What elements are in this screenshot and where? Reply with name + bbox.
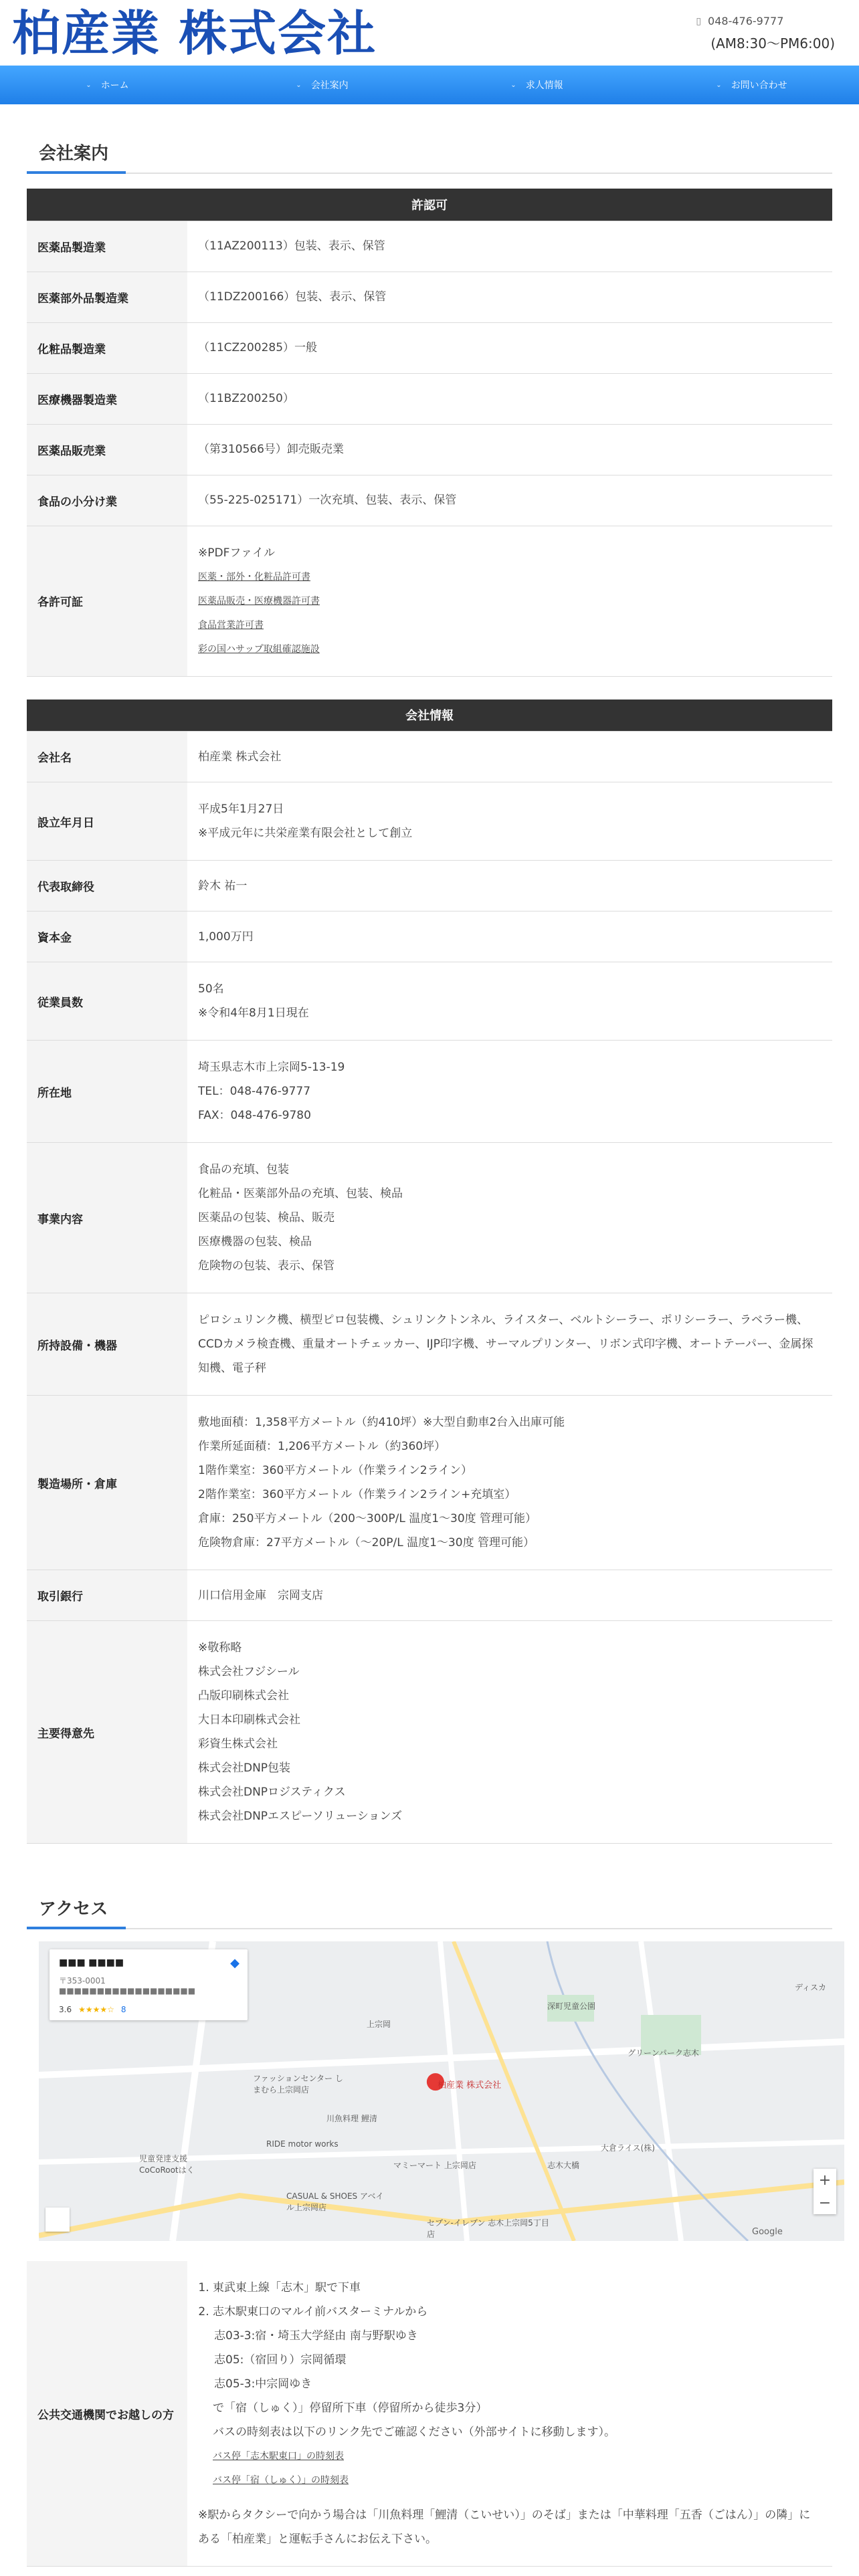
company-info-header: 会社情報 bbox=[27, 700, 832, 732]
pdf-note: ※PDFファイル bbox=[198, 546, 276, 560]
google-logo: Google bbox=[752, 2227, 783, 2237]
nav-label: ホーム bbox=[100, 80, 129, 91]
table-row bbox=[27, 962, 832, 1041]
line: 凸版印刷株式会社 bbox=[198, 1689, 289, 1703]
row-value: 柏産業 株式会社 bbox=[187, 732, 832, 782]
place-rating bbox=[59, 2005, 238, 2014]
line: 化粧品・医薬部外品の充填、包装、検品 bbox=[198, 1187, 403, 1200]
line: 埼玉県志木市上宗岡5-13-19 bbox=[198, 1061, 345, 1074]
map-label: 深町児童公園 bbox=[547, 2002, 596, 2011]
zoom-out-icon[interactable]: − bbox=[818, 2194, 832, 2212]
header-hours: (AM8:30〜PM6:00) bbox=[710, 35, 835, 51]
row-label: 医薬品販売業 bbox=[27, 424, 187, 475]
row-label: 医療機器製造業 bbox=[27, 373, 187, 424]
bus-timetable-link[interactable]: バス停「志木駅東口」の時刻表 bbox=[213, 2451, 344, 2462]
line: 倉庫：250平方メートル（200〜300P/L 温度1〜30度 管理可能） bbox=[198, 1512, 537, 1525]
row-label: 事業内容 bbox=[27, 1143, 187, 1293]
nav-label: お問い合わせ bbox=[731, 80, 787, 91]
zoom-in-icon[interactable]: + bbox=[818, 2171, 832, 2189]
place-name: ■■■ ■■■■ bbox=[59, 1957, 124, 1968]
row-value bbox=[187, 1143, 832, 1293]
line: 平成5年1月27日 bbox=[198, 802, 284, 816]
row-label: 設立年月日 bbox=[27, 782, 187, 861]
map-layer-toggle[interactable] bbox=[45, 2208, 70, 2232]
title-underline bbox=[27, 1927, 126, 1929]
access-sub: バスの時刻表は以下のリンク先でご確認ください（外部サイトに移動します）。 bbox=[213, 2426, 615, 2439]
permits-table bbox=[27, 189, 832, 677]
permits-table-header: 許認可 bbox=[27, 189, 832, 221]
rating-value: 3.6 bbox=[59, 2005, 72, 2014]
row-value bbox=[187, 782, 832, 861]
map-label: 志木大橋 bbox=[547, 2161, 580, 2170]
table-row bbox=[27, 2261, 832, 2567]
line: FAX：048-476-9780 bbox=[198, 1109, 311, 1122]
pdf-link-food[interactable]: 食品営業許可書 bbox=[198, 619, 264, 631]
line: 大日本印刷株式会社 bbox=[198, 1713, 300, 1727]
row-label: 所持設備・機器 bbox=[27, 1293, 187, 1396]
line: 株式会社DNPロジスティクス bbox=[198, 1786, 346, 1799]
line: 株式会社DNPエスピーソリューションズ bbox=[198, 1810, 402, 1823]
place-address: 〒353-0001 ■■■■■■■■■■■■■■■■■■ bbox=[59, 1976, 196, 1996]
map-label: ファッションセンター しまむら上宗岡店 bbox=[253, 2074, 343, 2095]
table-row bbox=[27, 475, 832, 526]
directions-icon[interactable]: ◆ bbox=[230, 1956, 240, 1970]
map-zoom-controls bbox=[814, 2169, 836, 2214]
row-value: （11CZ200285）一般 bbox=[187, 322, 832, 373]
table-row bbox=[27, 782, 832, 861]
row-label: 化粧品製造業 bbox=[27, 322, 187, 373]
access-step: 1. 東武東上線「志木」駅で下車 bbox=[213, 2276, 822, 2300]
row-label: 取引銀行 bbox=[27, 1570, 187, 1621]
line: ※敬称略 bbox=[198, 1641, 242, 1654]
table-row bbox=[27, 1143, 832, 1293]
header-phone[interactable] bbox=[696, 15, 835, 27]
taxi-note: ※駅からタクシーで向かう場合は「川魚料理「鯉清（こいせい）」のそば」または「中華料理「五香（ごはん）」の隣」にある「柏産業」と運転手さんにお伝え下さい。 bbox=[198, 2508, 811, 2546]
site-logo[interactable]: 柏産業 株式会社 bbox=[12, 5, 377, 62]
table-row bbox=[27, 732, 832, 782]
rating-stars: ★★★★☆ bbox=[78, 2005, 114, 2014]
row-value bbox=[187, 1396, 832, 1570]
nav-item-home[interactable] bbox=[0, 66, 215, 104]
access-table bbox=[27, 2261, 832, 2567]
table-row bbox=[27, 424, 832, 475]
chevron-down-icon: ⌄ bbox=[716, 81, 722, 89]
map-label: グリーンパーク志木 bbox=[628, 2048, 699, 2058]
company-info-table bbox=[27, 700, 832, 1844]
table-row bbox=[27, 1396, 832, 1570]
pdf-link-haccp[interactable]: 彩の国ハサップ取組確認施設 bbox=[198, 643, 320, 655]
row-label: 食品の小分け業 bbox=[27, 475, 187, 526]
row-value: ピロシュリンク機、横型ピロ包装機、シュリンクトンネル、ライスター、ベルトシーラー、ポリシーラー、ラベラー機、CCDカメラ検査機、重量オートチェッカー、IJP印字機、サーマルプリンター、リボン式印字機、オートテーパー、金属探知機、電子秤 bbox=[187, 1293, 832, 1396]
row-value bbox=[187, 1041, 832, 1143]
table-row bbox=[27, 1570, 832, 1621]
row-value: （11AZ200113）包装、表示、保管 bbox=[187, 221, 832, 272]
row-value bbox=[187, 526, 832, 676]
table-row bbox=[27, 1041, 832, 1143]
chevron-down-icon: ⌄ bbox=[296, 81, 302, 89]
table-row bbox=[27, 272, 832, 322]
row-value bbox=[187, 2261, 832, 2567]
line: TEL：048-476-9777 bbox=[198, 1085, 311, 1098]
access-sub: 志05:（宿回り）宗岡循環 bbox=[214, 2353, 347, 2367]
row-label: 代表取締役 bbox=[27, 861, 187, 911]
line: 危険物の包装、表示、保管 bbox=[198, 1259, 335, 1273]
map-label: 大倉ライス(株) bbox=[601, 2143, 655, 2153]
row-label: 主要得意先 bbox=[27, 1621, 187, 1844]
access-title: アクセス bbox=[39, 1899, 108, 1919]
line: ※平成元年に共栄産業有限会社として創立 bbox=[198, 827, 413, 840]
map-label: セブン-イレブン 志木上宗岡5丁目店 bbox=[427, 2218, 549, 2239]
table-row bbox=[27, 526, 832, 676]
row-label: 各許可証 bbox=[27, 526, 187, 676]
row-label: 製造場所・倉庫 bbox=[27, 1396, 187, 1570]
line: 医療機器の包装、検品 bbox=[198, 1235, 312, 1249]
line: 医薬品の包装、検品、販売 bbox=[198, 1211, 335, 1224]
map-label: 児童発達支援 CoCoRootはく bbox=[139, 2154, 195, 2175]
row-value: （11BZ200250） bbox=[187, 373, 832, 424]
nav-item-company[interactable] bbox=[215, 66, 430, 104]
title-underline bbox=[27, 171, 126, 174]
header-phone-number: 048-476-9777 bbox=[708, 15, 784, 27]
row-label: 医薬品製造業 bbox=[27, 221, 187, 272]
bus-timetable-link[interactable]: バス停「宿（しゅく）」の時刻表 bbox=[213, 2475, 349, 2486]
map-label: マミーマート 上宗岡店 bbox=[393, 2161, 476, 2170]
row-label: 資本金 bbox=[27, 911, 187, 962]
access-sub: で「宿（しゅく）」停留所下車（停留所から徒歩3分） bbox=[213, 2401, 488, 2415]
row-value: （第310566号）卸売販売業 bbox=[187, 424, 832, 475]
pdf-link-pharma[interactable]: 医薬・部外・化粧品許可書 bbox=[198, 571, 310, 582]
access-section-title bbox=[27, 1897, 832, 1929]
nav-item-recruit[interactable] bbox=[430, 66, 644, 104]
map-marker-icon[interactable]: ● bbox=[425, 2067, 446, 2094]
line: 彩資生株式会社 bbox=[198, 1737, 278, 1751]
row-label: 公共交通機関でお越しの方 bbox=[27, 2261, 187, 2567]
map-place-card[interactable] bbox=[50, 1949, 248, 2020]
main-nav bbox=[0, 66, 859, 104]
review-count[interactable]: 8 bbox=[120, 2005, 126, 2014]
row-value bbox=[187, 962, 832, 1041]
map-marker-label: 柏産業 株式会社 bbox=[438, 2080, 502, 2090]
line: 1階作業室：360平方メートル（作業ライン2ライン） bbox=[198, 1464, 473, 1477]
line: ※令和4年8月1日現在 bbox=[198, 1006, 309, 1020]
access-sub: 志05-3:中宗岡ゆき bbox=[214, 2377, 312, 2391]
row-value: 川口信用金庫 宗岡支店 bbox=[187, 1570, 832, 1621]
map-label: CASUAL & SHOES アベイル上宗岡店 bbox=[286, 2191, 384, 2212]
row-value: （55-225-025171）一次充填、包装、表示、保管 bbox=[187, 475, 832, 526]
map-label: RIDE motor works bbox=[266, 2139, 339, 2149]
access-map[interactable] bbox=[39, 1941, 844, 2241]
row-label: 従業員数 bbox=[27, 962, 187, 1041]
row-value bbox=[187, 1621, 832, 1844]
page-title: 会社案内 bbox=[39, 144, 109, 164]
line: 危険物倉庫：27平方メートル（〜20P/L 温度1〜30度 管理可能） bbox=[198, 1536, 535, 1549]
line: 株式会社フジシール bbox=[198, 1665, 300, 1679]
row-value: （11DZ200166）包装、表示、保管 bbox=[187, 272, 832, 322]
row-value: 1,000万円 bbox=[187, 911, 832, 962]
table-row bbox=[27, 911, 832, 962]
table-row bbox=[27, 861, 832, 911]
access-step: 2. 志木駅東口のマルイ前バスターミナルから bbox=[213, 2300, 822, 2324]
line: 2階作業室：360平方メートル（作業ライン2ライン+充填室） bbox=[198, 1488, 516, 1501]
phone-icon: ▯ bbox=[696, 15, 702, 27]
line: 敷地面積：1,358平方メートル（約410坪）※大型自動車2台入出庫可能 bbox=[198, 1416, 565, 1429]
site-header bbox=[0, 0, 859, 66]
table-row bbox=[27, 1621, 832, 1844]
row-label: 医薬部外品製造業 bbox=[27, 272, 187, 322]
line: 50名 bbox=[198, 982, 224, 996]
access-steps bbox=[198, 2276, 822, 2324]
table-row bbox=[27, 322, 832, 373]
map-label: ディスカ bbox=[795, 1983, 827, 1992]
table-row bbox=[27, 221, 832, 272]
table-row bbox=[27, 373, 832, 424]
row-label: 所在地 bbox=[27, 1041, 187, 1143]
nav-label: 求人情報 bbox=[525, 80, 563, 91]
header-contact bbox=[696, 15, 835, 52]
map-label: 川魚料理 鯉清 bbox=[326, 2114, 377, 2123]
nav-item-contact[interactable] bbox=[644, 66, 859, 104]
map-label: 上宗岡 bbox=[367, 2020, 391, 2029]
nav-label: 会社案内 bbox=[310, 80, 349, 91]
row-label: 会社名 bbox=[27, 732, 187, 782]
row-value: 鈴木 祐一 bbox=[187, 861, 832, 911]
company-section-title bbox=[27, 142, 832, 174]
line: 株式会社DNP包装 bbox=[198, 1761, 291, 1775]
line: 作業所延面積：1,206平方メートル（約360坪） bbox=[198, 1440, 446, 1453]
access-sub: 志03-3:宿・埼玉大学経由 南与野駅ゆき bbox=[214, 2329, 418, 2343]
table-row bbox=[27, 1293, 832, 1396]
pdf-link-sales[interactable]: 医薬品販売・医療機器許可書 bbox=[198, 595, 320, 607]
chevron-down-icon: ⌄ bbox=[86, 81, 92, 89]
chevron-down-icon: ⌄ bbox=[510, 81, 516, 89]
line: 食品の充填、包装 bbox=[198, 1163, 289, 1176]
